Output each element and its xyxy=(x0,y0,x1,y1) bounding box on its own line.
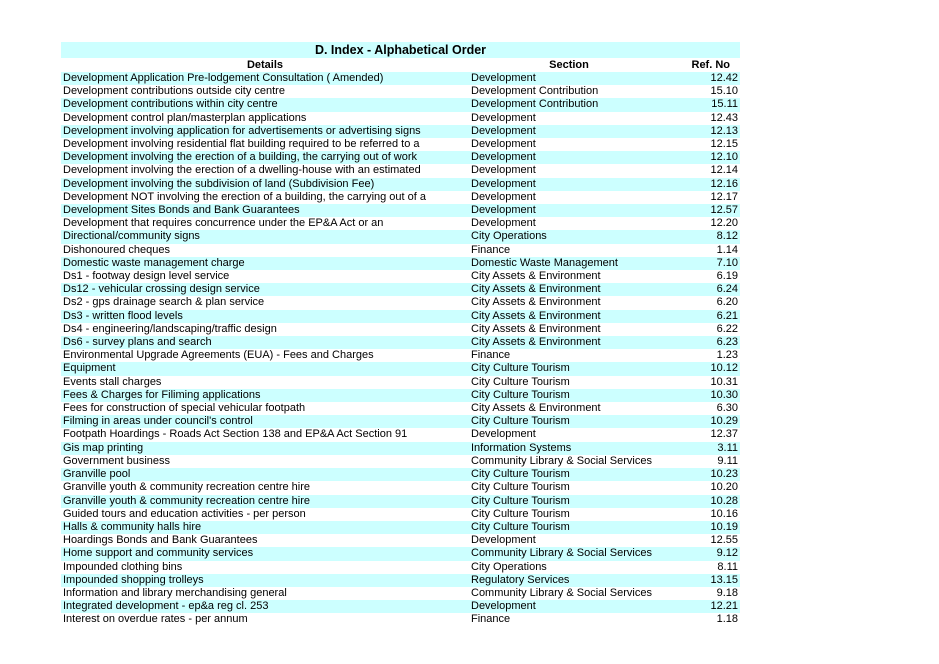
row-ref-no: 12.16 xyxy=(669,178,740,191)
row-section: Development xyxy=(469,72,669,85)
row-details: Development involving the erection of a building, the carrying out of work xyxy=(61,151,469,164)
row-section: Development xyxy=(469,125,669,138)
row-ref-no: 9.12 xyxy=(669,547,740,560)
table-row xyxy=(61,112,740,125)
row-ref-no: 7.10 xyxy=(669,257,740,270)
table-row xyxy=(61,191,740,204)
row-section: Development xyxy=(471,138,536,151)
table-header-row xyxy=(61,58,740,72)
row-ref-no: 8.11 xyxy=(717,560,738,573)
row-details: Ds4 - engineering/landscaping/traffic design xyxy=(63,322,277,335)
table-row xyxy=(61,613,740,626)
row-section: Regulatory Services xyxy=(469,574,669,587)
row-ref-no: 6.21 xyxy=(669,310,740,323)
row-section: Community Library & Social Services xyxy=(469,547,669,560)
row-details: Filming in areas under council's control xyxy=(61,415,469,428)
row-section: Development xyxy=(469,204,669,217)
index-sheet xyxy=(61,42,740,627)
row-details: Development that requires concurrence under the EP&A Act or an xyxy=(63,217,384,230)
row-ref-no: 10.30 xyxy=(669,389,740,402)
row-section: City Operations xyxy=(469,230,669,243)
row-section: City Assets & Environment xyxy=(469,336,669,349)
row-section: City Culture Tourism xyxy=(469,468,669,481)
row-section: Development Contribution xyxy=(469,98,669,111)
row-details: Granville pool xyxy=(61,468,469,481)
row-ref-no: 9.11 xyxy=(717,454,738,467)
table-row xyxy=(61,481,740,494)
row-section: City Culture Tourism xyxy=(469,521,669,534)
row-ref-no: 12.37 xyxy=(710,428,738,441)
row-details: Granville youth & community recreation centre hire xyxy=(63,481,310,494)
row-ref-no: 10.28 xyxy=(669,495,740,508)
row-section: City Assets & Environment xyxy=(469,283,669,296)
row-section: Development xyxy=(469,178,669,191)
row-section: City Culture Tourism xyxy=(469,362,669,375)
header-details: Details xyxy=(61,58,469,72)
row-ref-no: 6.23 xyxy=(669,336,740,349)
table-row xyxy=(61,178,740,191)
row-details: Development involving application for advertisements or advertising signs xyxy=(61,125,469,138)
table-row xyxy=(61,98,740,111)
row-section: City Culture Tourism xyxy=(471,481,570,494)
row-ref-no: 10.12 xyxy=(669,362,740,375)
row-details: Gis map printing xyxy=(61,442,469,455)
row-details: Ds6 - survey plans and search xyxy=(61,336,469,349)
row-ref-no: 9.18 xyxy=(716,586,738,599)
row-details: Development contributions outside city centre xyxy=(63,85,285,98)
table-row xyxy=(61,323,740,336)
table-row xyxy=(61,296,740,309)
row-details: Development involving the erection of a dwelling-house with an estimated xyxy=(63,164,421,177)
table-row xyxy=(61,508,740,521)
table-row xyxy=(61,561,740,574)
row-section: Domestic Waste Management xyxy=(469,257,669,270)
row-section: Finance xyxy=(471,243,511,256)
row-ref-no: 6.30 xyxy=(716,402,738,415)
table-row xyxy=(61,389,740,402)
row-details: Ds2 - gps drainage search & plan service xyxy=(63,296,265,309)
table-row xyxy=(61,230,740,243)
row-section: Development xyxy=(471,190,536,203)
row-details: Footpath Hoardings - Roads Act Section 138 and EP&A Act Section 91 xyxy=(63,428,408,441)
row-ref-no: 8.12 xyxy=(669,230,740,243)
header-ref-no: Ref. No xyxy=(669,58,740,72)
row-details: Integrated development - ep&a reg cl. 253 xyxy=(61,600,469,613)
row-details: Domestic waste management charge xyxy=(61,257,469,270)
row-ref-no: 12.13 xyxy=(669,125,740,138)
row-details: Impounded clothing bins xyxy=(63,560,183,573)
table-row xyxy=(61,310,740,323)
table-row xyxy=(61,547,740,560)
row-ref-no: 10.29 xyxy=(669,415,740,428)
row-ref-no: 12.15 xyxy=(710,138,738,151)
row-section: Finance xyxy=(471,613,511,626)
row-details: Ds12 - vehicular crossing design service xyxy=(61,283,469,296)
row-details: Fees & Charges for Filiming applications xyxy=(61,389,469,402)
row-ref-no: 1.14 xyxy=(716,243,738,256)
row-details: Environmental Upgrade Agreements (EUA) - Fees and Charges xyxy=(63,349,374,362)
row-section: City Assets & Environment xyxy=(471,322,601,335)
row-section: City Assets & Environment xyxy=(471,296,601,309)
table-row xyxy=(61,85,740,98)
row-ref-no: 10.16 xyxy=(710,507,738,520)
row-section: Information Systems xyxy=(469,442,669,455)
row-ref-no: 6.22 xyxy=(716,322,738,335)
table-row xyxy=(61,204,740,217)
row-section: City Assets & Environment xyxy=(471,270,601,283)
row-details: Development involving residential flat building required to be referred to a xyxy=(63,138,420,151)
row-details: Events stall charges xyxy=(63,375,162,388)
table-row xyxy=(61,574,740,587)
row-details: Dishonoured cheques xyxy=(63,243,171,256)
table-row xyxy=(61,283,740,296)
table-row xyxy=(61,125,740,138)
row-ref-no: 10.19 xyxy=(669,521,740,534)
table-row xyxy=(61,336,740,349)
row-section: Development xyxy=(471,217,536,230)
row-ref-no: 12.42 xyxy=(669,72,740,85)
row-section: Development xyxy=(471,111,536,124)
row-details: Government business xyxy=(63,454,170,467)
row-details: Development Sites Bonds and Bank Guarantees xyxy=(61,204,469,217)
row-section: Development xyxy=(471,164,536,177)
index-table xyxy=(61,58,740,627)
row-ref-no: 6.19 xyxy=(716,270,738,283)
table-body xyxy=(61,72,740,627)
row-section: City Culture Tourism xyxy=(469,415,669,428)
table-row xyxy=(61,217,740,230)
table-row xyxy=(61,442,740,455)
row-ref-no: 6.24 xyxy=(669,283,740,296)
table-row xyxy=(61,244,740,257)
row-details: Impounded shopping trolleys xyxy=(61,574,469,587)
page-title: D. Index - Alphabetical Order xyxy=(61,42,740,58)
row-ref-no: 15.10 xyxy=(710,85,738,98)
row-details: Interest on overdue rates - per annum xyxy=(63,613,248,626)
row-ref-no: 15.11 xyxy=(669,98,740,111)
row-details: Guided tours and education activities - per person xyxy=(63,507,306,520)
row-ref-no: 13.15 xyxy=(669,574,740,587)
table-row xyxy=(61,455,740,468)
row-details: Development involving the subdivision of land (Subdivision Fee) xyxy=(61,178,469,191)
row-ref-no: 6.20 xyxy=(716,296,738,309)
table-row xyxy=(61,495,740,508)
row-details: Halls & community halls hire xyxy=(61,521,469,534)
row-details: Development NOT involving the erection of a building, the carrying out of a xyxy=(63,190,426,203)
row-details: Ds1 - footway design level service xyxy=(63,270,230,283)
row-section: City Culture Tourism xyxy=(469,495,669,508)
table-row xyxy=(61,600,740,613)
row-ref-no: 12.57 xyxy=(669,204,740,217)
row-section: City Culture Tourism xyxy=(471,375,570,388)
table-row xyxy=(61,376,740,389)
table-row xyxy=(61,402,740,415)
table-row xyxy=(61,138,740,151)
row-section: Development xyxy=(471,428,536,441)
row-details: Fees for construction of special vehicular footpath xyxy=(63,402,306,415)
table-row xyxy=(61,534,740,547)
table-row xyxy=(61,164,740,177)
row-section: Community Library & Social Services xyxy=(471,454,652,467)
row-section: City Operations xyxy=(471,560,547,573)
table-row xyxy=(61,428,740,441)
row-ref-no: 12.17 xyxy=(710,190,738,203)
table-row xyxy=(61,270,740,283)
row-section: City Culture Tourism xyxy=(471,507,570,520)
table-row xyxy=(61,587,740,600)
table-row xyxy=(61,257,740,270)
row-details: Equipment xyxy=(61,362,469,375)
row-details: Directional/community signs xyxy=(61,230,469,243)
row-ref-no: 1.23 xyxy=(716,349,738,362)
row-section: City Assets & Environment xyxy=(469,310,669,323)
row-ref-no: 12.55 xyxy=(710,534,738,547)
table-row xyxy=(61,362,740,375)
row-section: Development xyxy=(469,151,669,164)
row-section: Finance xyxy=(471,349,511,362)
row-details: Ds3 - written flood levels xyxy=(61,310,469,323)
row-ref-no: 12.43 xyxy=(710,111,738,124)
row-ref-no: 10.20 xyxy=(710,481,738,494)
row-details: Home support and community services xyxy=(61,547,469,560)
row-details: Granville youth & community recreation centre hire xyxy=(61,495,469,508)
table-row xyxy=(61,349,740,362)
row-section: City Culture Tourism xyxy=(469,389,669,402)
row-section: Development xyxy=(469,600,669,613)
header-section: Section xyxy=(469,58,669,72)
table-row xyxy=(61,521,740,534)
row-details: Development Application Pre-lodgement Consultation ( Amended) xyxy=(61,72,469,85)
row-section: Development Contribution xyxy=(471,85,599,98)
row-ref-no: 12.10 xyxy=(669,151,740,164)
row-details: Development contributions within city centre xyxy=(61,98,469,111)
row-ref-no: 12.21 xyxy=(669,600,740,613)
row-section: Community Library & Social Services xyxy=(471,586,652,599)
row-ref-no: 3.11 xyxy=(669,442,740,455)
row-ref-no: 12.20 xyxy=(710,217,738,230)
row-ref-no: 1.18 xyxy=(716,613,738,626)
row-details: Development control plan/masterplan applications xyxy=(63,111,307,124)
table-row xyxy=(61,468,740,481)
row-details: Hoardings Bonds and Bank Guarantees xyxy=(63,534,258,547)
table-row xyxy=(61,72,740,85)
row-details: Information and library merchandising general xyxy=(63,586,287,599)
table-row xyxy=(61,151,740,164)
row-ref-no: 10.31 xyxy=(710,375,738,388)
row-ref-no: 10.23 xyxy=(669,468,740,481)
table-row xyxy=(61,415,740,428)
row-section: Development xyxy=(471,534,536,547)
row-section: City Assets & Environment xyxy=(471,402,601,415)
row-ref-no: 12.14 xyxy=(710,164,738,177)
